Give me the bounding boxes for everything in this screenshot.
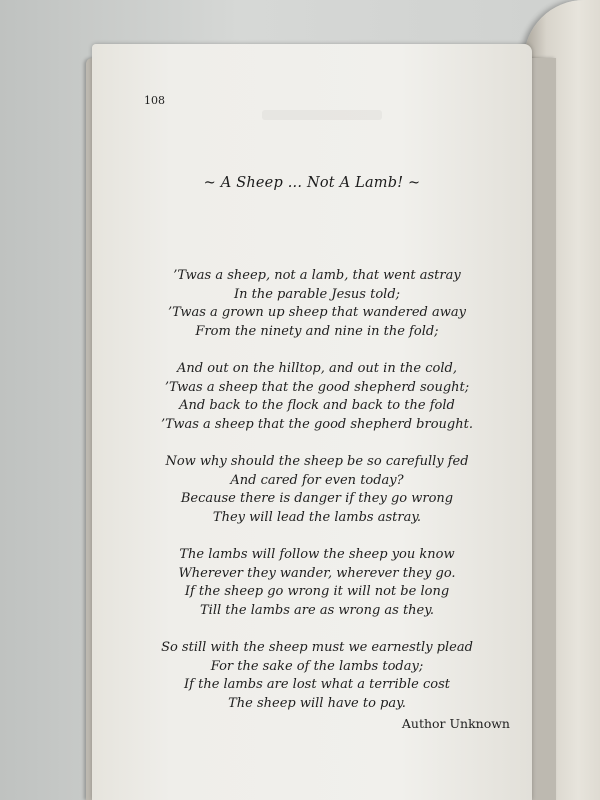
poem-line: If the sheep go wrong it will not be long — [184, 584, 450, 599]
poem-line: Now why should the sheep be so carefully fed — [165, 454, 469, 469]
poem-line: They will lead the lambs astray. — [212, 509, 422, 525]
poem-line: And out on the hilltop, and out in the cold, — [177, 361, 457, 376]
poem-line: Wherever they wander, wherever they go. — [178, 565, 456, 581]
poem-line: ’Twas a sheep, not a lamb, that went astray — [173, 268, 461, 283]
poem-line: In the parable Jesus told; — [233, 286, 401, 302]
poem-author: Author Unknown — [401, 716, 510, 731]
poem-line: Because there is danger if they go wrong — [180, 491, 454, 506]
poem-line: The lambs will follow the sheep you know — [179, 547, 455, 562]
poem-line: If the lambs are lost what a terrible cost — [184, 677, 450, 692]
poem-line: For the sake of the lambs today; — [210, 658, 424, 674]
poem-line: From the ninety and nine in the fold; — [195, 323, 439, 339]
poem-line: And back to the flock and back to the fold — [179, 398, 455, 413]
poem-stanza — [132, 546, 502, 620]
poem-stanza — [132, 639, 502, 713]
poem-body — [132, 267, 502, 732]
poem-line: So still with the sheep must we earnestly plead — [161, 640, 473, 655]
poem-title: ~ A Sheep ... Not A Lamb! ~ — [203, 175, 421, 191]
poem-stanza — [132, 360, 502, 434]
poem-stanza — [132, 453, 502, 527]
show-through-text — [262, 110, 382, 120]
page-number: 108 — [144, 94, 165, 107]
poem-line: The sheep will have to pay. — [228, 695, 406, 711]
poem-line: ’Twas a sheep that the good shepherd sought; — [164, 379, 470, 395]
book-page — [92, 44, 532, 800]
poem-line: ’Twas a sheep that the good shepherd brought. — [161, 416, 473, 432]
poem-stanza — [132, 267, 502, 341]
poem-line: ’Twas a grown up sheep that wandered away — [168, 305, 466, 320]
poem-line: And cared for even today? — [230, 472, 404, 488]
poem-line: Till the lambs are as wrong as they. — [200, 602, 434, 618]
